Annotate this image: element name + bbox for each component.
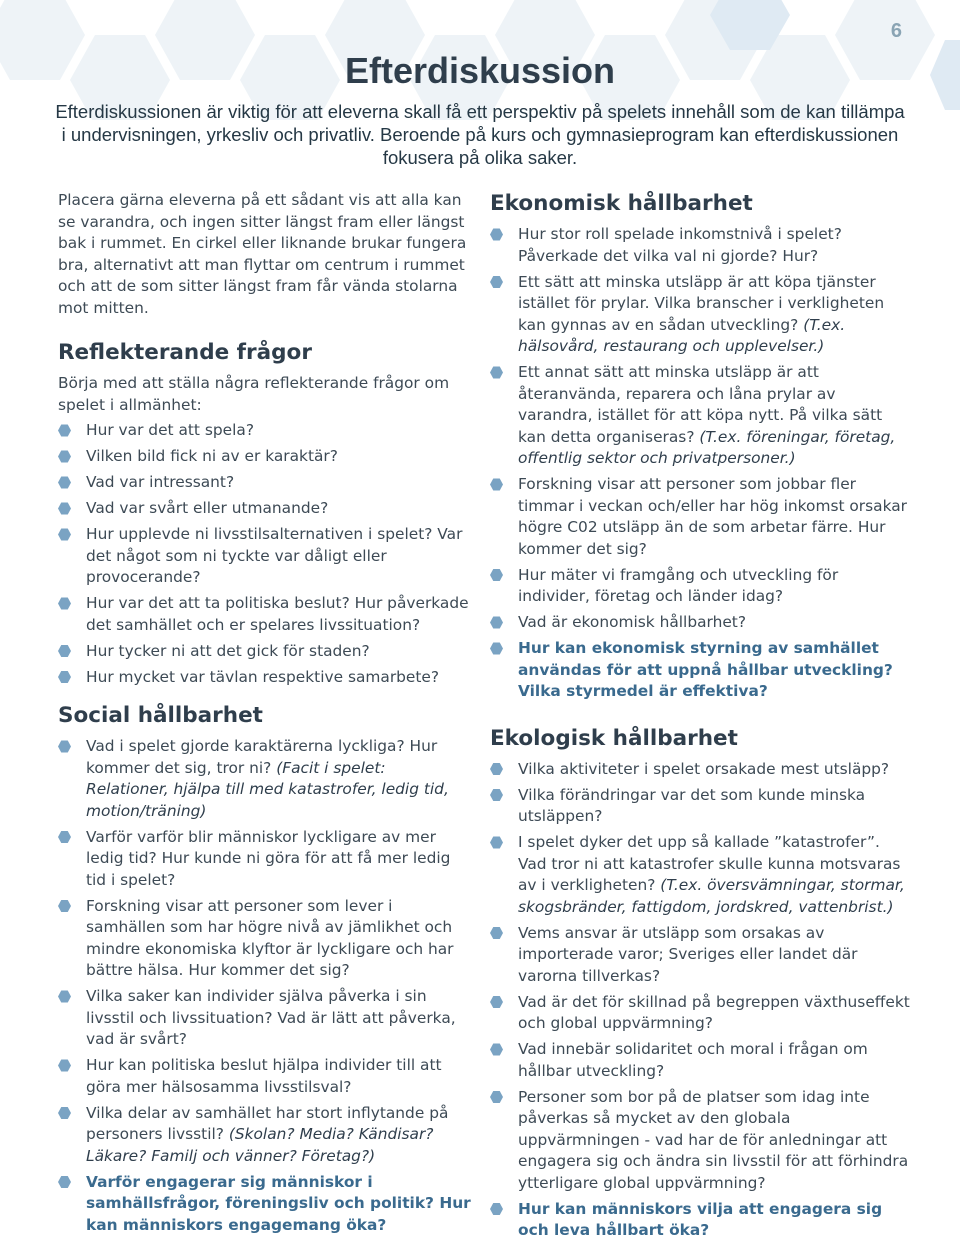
question-note: (T.ex. översvämningar, stormar, skogsbränder, fattigdom, jordskred, vattenbrist.) <box>518 876 905 916</box>
question-text: Vad var intressant? <box>86 473 235 491</box>
hexagon-bullet-icon <box>58 900 71 913</box>
question-text: Varför varför blir människor lyckligare av mer ledig tid? Hur kunde ni göra för att få mer ledig tid i spelet? <box>86 827 451 889</box>
economic-heading: Ekonomisk hållbarhet <box>490 191 753 216</box>
hexagon-bullet-icon <box>58 502 71 515</box>
hexagon-bullet-icon <box>490 1091 503 1104</box>
question-item <box>490 923 910 988</box>
reflect-intro: Börja med att ställa några reflekterande frågor om spelet i allmänhet: <box>58 374 450 414</box>
hexagon-bullet-icon <box>490 927 503 940</box>
hexagon-bullet-icon <box>490 1043 503 1056</box>
hexagon-bullet-icon <box>490 569 503 582</box>
question-item <box>490 1039 910 1082</box>
question-text: Vilka förändringar var det som kunde minska utsläppen? <box>518 785 866 825</box>
question-item <box>490 992 910 1035</box>
question-item <box>58 1172 473 1237</box>
hexagon-bullet-icon <box>490 276 503 289</box>
hexagon-bullet-icon <box>58 1107 71 1120</box>
question-text: Hur kan politiska beslut hjälpa individer till att göra mer hälsosamma livsstilsval? <box>86 1056 442 1096</box>
question-item <box>58 667 473 689</box>
question-note: (T.ex. föreningar, företag, offentlig sektor och privatpersoner.) <box>518 427 896 467</box>
question-text: Forskning visar att personer som lever i samhällen som har högre nivå av jämlikhet och mindre ekonomiska klyftor är lyckligare och har bättre hälsa. Hur kommer det sig? <box>86 896 454 979</box>
social-section <box>58 702 473 1236</box>
question-item <box>58 446 473 468</box>
right-column <box>490 190 910 1256</box>
question-item <box>58 472 473 494</box>
question-text: Vilka delar av samhället har stort inflytande på personers livsstil? <box>86 1103 449 1143</box>
social-heading: Social hållbarhet <box>58 703 263 728</box>
reflect-section <box>58 339 473 688</box>
question-note: (Facit i spelet: Relationer, hjälpa till med katastrofer, ledig tid, motion/träning) <box>86 758 449 820</box>
question-item <box>490 565 910 608</box>
hexagon-bullet-icon <box>58 597 71 610</box>
hexagon-bullet-icon <box>58 1176 71 1189</box>
hexagon-bullet-icon <box>58 740 71 753</box>
hexagon-bullet-icon <box>58 990 71 1003</box>
placement-paragraph: Placera gärna eleverna på ett sådant vis att alla kan se varandra, och ingen sitter längst fram eller längst bak i rummet. En cirkel eller liknande brukar fungera bra, alternativt att man flyttar om centrum i rummet och att de som sitter längst fram får vända stolarna mot mitten. <box>58 191 467 317</box>
question-item <box>58 827 473 892</box>
question-item <box>490 759 910 781</box>
hexagon-bullet-icon <box>490 366 503 379</box>
hexagon-bullet-icon <box>58 831 71 844</box>
question-text: Vilken bild fick ni av er karaktär? <box>86 447 338 465</box>
question-item <box>490 362 910 470</box>
question-note: (Skolan? Media? Kändisar? Läkare? Familj och vänner? Företag?) <box>86 1125 434 1165</box>
hexagon-bullet-icon <box>58 1059 71 1072</box>
hexagon-bullet-icon <box>58 645 71 658</box>
question-text: Ett annat sätt att minska utsläpp är att återanvända, reparera och låna prylar av varandra, istället för att köpa nytt. På vilka sätt kan detta organiseras? <box>518 363 883 446</box>
question-text: Hur kan människors vilja att engagera sig och leva hållbart öka? <box>518 1199 883 1239</box>
question-text: Hur stor roll spelade inkomstnivå i spelet? Påverkade det vilka val ni gjorde? Hur? <box>518 225 842 265</box>
left-column <box>58 190 473 1250</box>
question-text: Hur mycket var tävlan respektive samarbete? <box>86 667 440 686</box>
question-text: Ett sätt att minska utsläpp är att köpa tjänster istället för prylar. Vilka branscher i verkligheten kan gynnas av en sådan utveckling? <box>518 272 885 334</box>
question-text: Vad är det för skillnad på begreppen växthuseffekt och global uppvärmning? <box>518 992 910 1032</box>
question-item <box>490 832 910 918</box>
hexagon-bullet-icon <box>490 642 503 655</box>
hexagon-bullet-icon <box>58 450 71 463</box>
economic-section <box>490 190 910 703</box>
page-title: Efterdiskussion <box>344 50 616 91</box>
question-text: Personer som bor på de platser som idag inte påverkas så mycket av den globala uppvärmningen - vad har de för anledningar att engagera sig och ändra sin livsstil för att förhindra ytterligare global uppvärmning? <box>518 1087 909 1192</box>
reflect-question-list <box>58 420 473 688</box>
question-item <box>58 593 473 636</box>
question-item <box>490 785 910 828</box>
question-note: (T.ex. hälsovård, restaurang och upplevelser.) <box>518 315 846 355</box>
question-item <box>490 638 910 703</box>
question-item <box>58 986 473 1051</box>
hexagon-bullet-icon <box>58 528 71 541</box>
question-item <box>58 641 473 663</box>
question-item <box>490 224 910 267</box>
hexagon-bullet-icon <box>490 616 503 629</box>
question-item <box>58 736 473 822</box>
question-item <box>58 1055 473 1098</box>
question-text: I spelet dyker det upp så kallade ”katastrofer”. Vad tror ni att katastrofer skulle kunna motsvaras av i verkligheten? <box>518 833 901 894</box>
question-text: Vilka saker kan individer själva påverka i sin livsstil och livssituation? Vad är lätt att påverka, vad är svårt? <box>86 987 456 1048</box>
hexagon-bullet-icon <box>490 789 503 802</box>
question-text: Vad är ekonomisk hållbarhet? <box>518 613 747 631</box>
hexagon-bullet-icon <box>490 763 503 776</box>
hexagon-bullet-icon <box>490 836 503 849</box>
question-item <box>58 420 473 442</box>
question-text: Hur mäter vi framgång och utveckling för individer, företag och länder idag? <box>518 565 839 605</box>
question-text: Hur tycker ni att det gick för staden? <box>86 641 370 660</box>
question-text: Varför engagerar sig människor i samhällsfrågor, föreningsliv och politik? Hur kan människors engagemang öka? <box>86 1172 471 1234</box>
hexagon-bullet-icon <box>58 671 71 684</box>
question-item <box>490 474 910 560</box>
question-text: Vad var svårt eller utmanande? <box>86 499 329 517</box>
reflect-heading: Reflekterande frågor <box>58 340 312 365</box>
question-item <box>490 1199 910 1242</box>
question-item <box>490 272 910 358</box>
hexagon-bullet-icon <box>490 478 503 491</box>
hexagon-bullet-icon <box>58 476 71 489</box>
question-text: Hur var det att ta politiska beslut? Hur påverkade det samhället och er spelares livssituation? <box>86 594 469 634</box>
question-text: Vad innebär solidaritet och moral i frågan om hållbar utveckling? <box>518 1040 868 1080</box>
hexagon-bullet-icon <box>490 228 503 241</box>
hexagon-bullet-icon <box>490 996 503 1009</box>
question-text: Hur upplevde ni livsstilsalternativen i spelet? Var det något som ni tyckte var dåligt eller provocerande? <box>86 525 463 586</box>
question-text: Vad i spelet gjorde karaktärerna lyckliga? Hur kommer det sig, tror ni? <box>86 737 438 777</box>
ecological-section <box>490 725 910 1242</box>
question-text: Hur var det att spela? <box>86 421 254 439</box>
question-item <box>58 524 473 589</box>
page-number: 6 <box>890 20 902 42</box>
ecological-heading: Ekologisk hållbarhet <box>490 725 738 751</box>
question-item <box>58 498 473 520</box>
social-question-list <box>58 736 473 1236</box>
hexagon-bullet-icon <box>58 424 71 437</box>
question-item <box>490 1087 910 1195</box>
question-item <box>58 896 473 982</box>
question-text: Vilka aktiviteter i spelet orsakade mest utsläpp? <box>518 759 890 778</box>
question-text: Vems ansvar är utsläpp som orsakas av importerade varor; Sveriges eller landet där varorna tillverkas? <box>518 923 858 985</box>
question-item <box>58 1103 473 1168</box>
question-item <box>490 612 910 634</box>
hexagon-bullet-icon <box>490 1203 503 1216</box>
economic-question-list <box>490 224 910 703</box>
question-text: Forskning visar att personer som jobbar fler timmar i veckan och/eller har hög inkomst orsakar högre C02 utsläpp än de som arbetar färre. Hur kommer det sig? <box>518 475 907 558</box>
intro-paragraph: Efterdiskussionen är viktig för att eleverna skall få ett perspektiv på spelets innehåll som de kan tillämpa i undervisningen, yrkesliv och privatliv. Beroende på kurs och gymnasieprogram kan efterdiskussionen fokusera på olika saker. <box>55 101 905 168</box>
question-text: Hur kan ekonomisk styrning av samhället användas för att uppnå hållbar utveckling? Vilka styrmedel är effektiva? <box>518 639 893 700</box>
ecological-question-list <box>490 759 910 1242</box>
